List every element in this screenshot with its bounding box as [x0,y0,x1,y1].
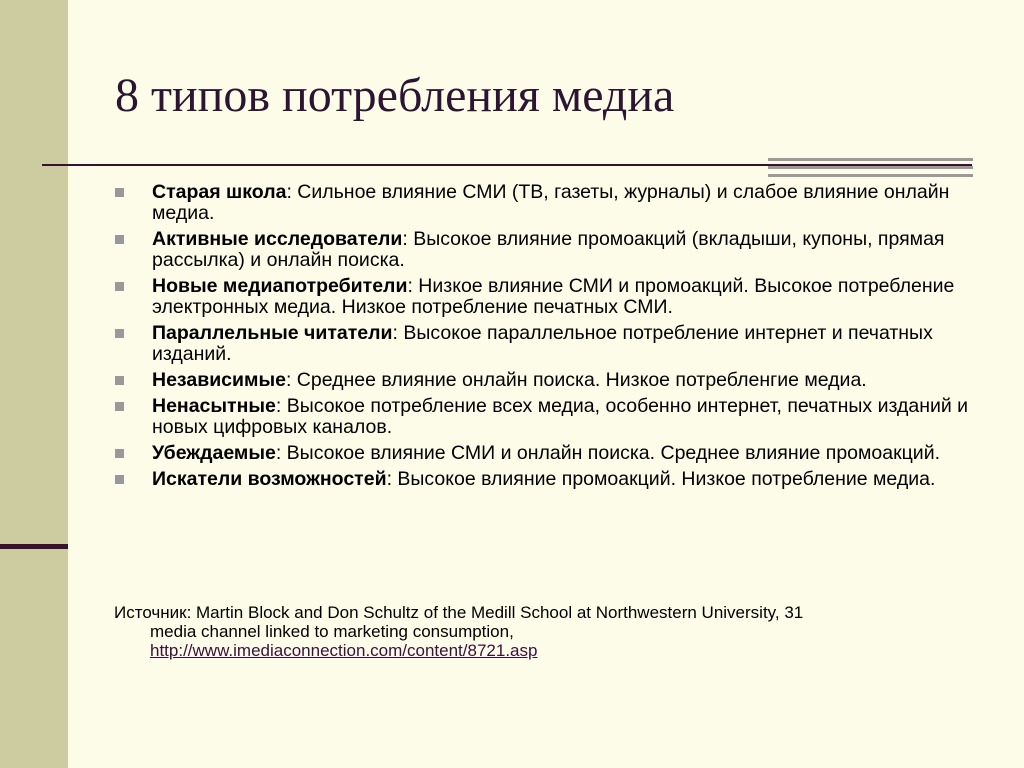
list-item [114,370,984,391]
bullet-text: : Высокое потребление всех медиа, особенно интернет, печатных изданий и новых цифровых каналов. [152,395,969,438]
square-bullet-icon [115,449,124,458]
source-line-1: Источник: Martin Block and Don Schultz of the Medill School at Northwestern University, 31 [114,603,804,622]
list-item [114,323,984,365]
square-bullet-icon [115,188,124,197]
left-decorative-band [0,0,68,768]
list-item [114,182,984,224]
slide-title: 8 типов потребления медиа [115,69,675,122]
bullet-text: : Высокое влияние СМИ и онлайн поиска. Среднее влияние промоакций. [275,442,941,464]
list-item [114,276,984,318]
bullet-text: : Сильное влияние СМИ (ТВ, газеты, журналы) и слабое влияние онлайн медиа. [152,181,950,224]
bullet-text: : Низкое влияние СМИ и промоакций. Высокое потребление электронных медиа. Низкое потребление печатных СМИ. [152,275,955,318]
bullet-term: Старая школа [152,181,287,203]
bullet-term: Активные исследователи [152,228,403,250]
source-line-2: media channel linked to marketing consumption, [150,622,514,641]
bullet-text: : Высокое параллельное потребление интернет и печатных изданий. [152,322,933,365]
list-item [114,229,984,271]
bullet-term: Параллельные читатели [152,322,393,344]
bullet-list [114,182,984,495]
bullet-text: : Среднее влияние онлайн поиска. Низкое потребленгие медиа. [285,369,867,391]
title-stripes-decoration [768,158,973,178]
bullet-term: Искатели возможностей [152,468,387,490]
list-item [114,396,984,438]
square-bullet-icon [115,329,124,338]
bullet-text: : Высокое влияние промоакций. Низкое потребление медиа. [386,468,936,490]
bullet-term: Убеждаемые [152,442,276,464]
list-item [114,469,984,490]
source-citation [114,603,954,660]
bullet-term: Новые медиапотребители [152,275,408,297]
source-link[interactable]: http://www.imediaconnection.com/content/8721.asp [150,641,538,660]
bullet-term: Ненасытные [152,395,276,417]
square-bullet-icon [115,282,124,291]
left-accent-bar [0,544,68,549]
list-item [114,443,984,464]
bullet-term: Независимые [152,369,286,391]
square-bullet-icon [115,376,124,385]
square-bullet-icon [115,402,124,411]
bullet-text: : Высокое влияние промоакций (вкладыши, купоны, прямая рассылка) и онлайн поиска. [152,228,945,271]
square-bullet-icon [115,235,124,244]
square-bullet-icon [115,475,124,484]
